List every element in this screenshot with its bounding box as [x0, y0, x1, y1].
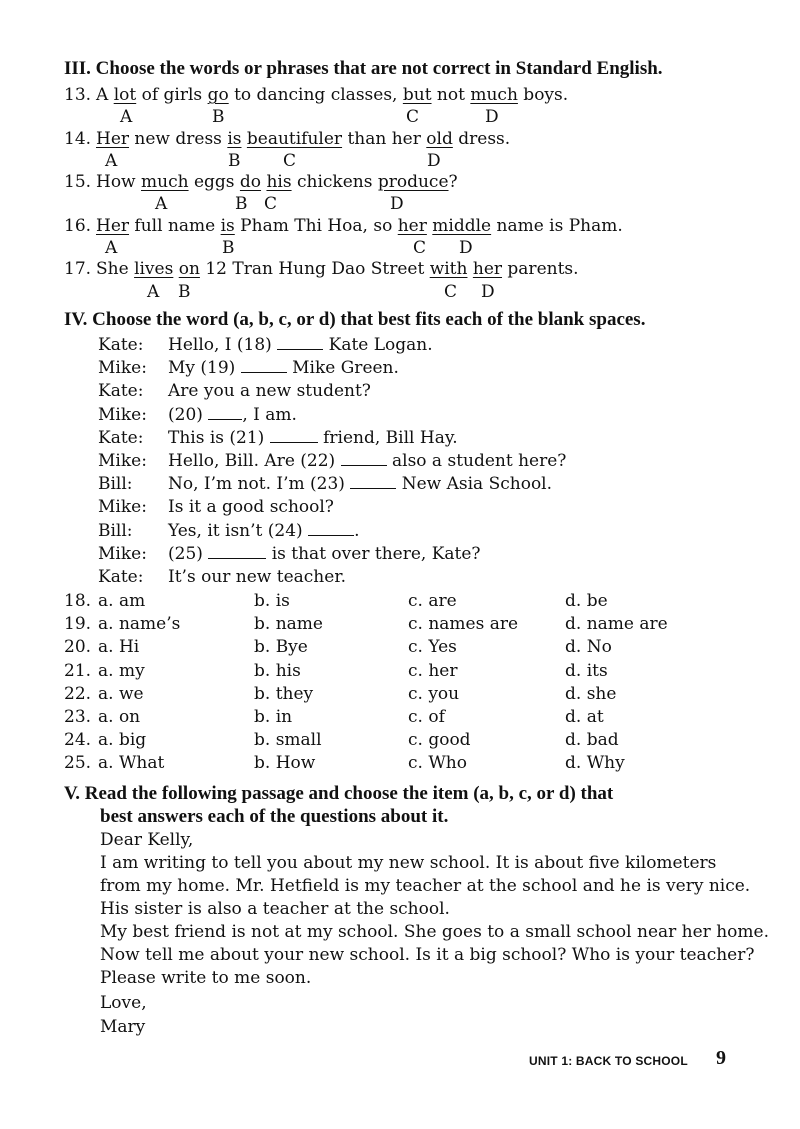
option-a: a. we: [98, 684, 144, 704]
option-b: b. Bye: [254, 637, 308, 657]
dialogue-text: Are you a new student?: [168, 381, 371, 401]
dialogue-line: [168, 358, 399, 378]
option-c: c. good: [408, 730, 471, 750]
option-d: d. No: [565, 637, 612, 657]
option-number: 22.: [64, 684, 92, 704]
speaker-label: Bill:: [98, 474, 133, 494]
option-c: c. names are: [408, 614, 519, 634]
speaker-label: Kate:: [98, 335, 144, 355]
option-number: 25.: [64, 753, 92, 773]
question-number: 17.: [64, 259, 92, 279]
section-5-heading-line2: best answers each of the questions about it.: [100, 806, 449, 827]
speaker-label: Kate:: [98, 428, 144, 448]
dialogue-text: This is (21): [168, 428, 270, 448]
underlined-word: much: [141, 172, 189, 192]
blank-space: [208, 419, 242, 420]
dialogue-line: [168, 544, 481, 564]
question-number: 13.: [64, 85, 92, 105]
answer-letter: D: [390, 194, 404, 214]
option-number: 23.: [64, 707, 92, 727]
dialogue-line: [168, 497, 334, 517]
dialogue-text: Kate Logan.: [323, 335, 433, 355]
option-c: c. you: [408, 684, 460, 704]
dialogue-text: (25): [168, 544, 209, 564]
sentence-text: How: [96, 172, 142, 192]
answer-letter: D: [459, 238, 473, 258]
underlined-word: her: [472, 259, 503, 279]
speaker-label: Mike:: [98, 405, 147, 425]
dialogue-text: .: [354, 521, 360, 541]
question-number: 14.: [64, 129, 92, 149]
answer-letter: D: [427, 151, 441, 171]
page-number: 9: [716, 1047, 726, 1069]
dialogue-line: [168, 381, 371, 401]
dialogue-text: friend, Bill Hay.: [317, 428, 458, 448]
option-d: d. she: [565, 684, 617, 704]
answer-letter: A: [155, 194, 168, 214]
error-sentence: [96, 85, 568, 105]
option-a: a. my: [98, 661, 145, 681]
answer-letter: A: [120, 107, 133, 127]
sentence-text: boys.: [517, 85, 569, 105]
option-b: b. his: [254, 661, 301, 681]
option-d: d. at: [565, 707, 604, 727]
option-d: d. its: [565, 661, 608, 681]
underlined-word: old: [426, 129, 453, 149]
sentence-text: name is Pham.: [491, 216, 623, 236]
footer-unit-title: UNIT 1: BACK TO SCHOOL: [529, 1054, 688, 1068]
sentence-text: Pham Thi Hoa, so: [234, 216, 398, 236]
sentence-text: to dancing classes,: [228, 85, 403, 105]
dialogue-line: [168, 405, 297, 425]
sentence-text: than her: [342, 129, 427, 149]
answer-letter: B: [228, 151, 241, 171]
option-b: b. name: [254, 614, 323, 634]
question-number: 15.: [64, 172, 92, 192]
option-c: c. Who: [408, 753, 467, 773]
answer-letter: C: [406, 107, 420, 127]
speaker-label: Mike:: [98, 544, 147, 564]
dialogue-text: (20): [168, 405, 209, 425]
letter-line: Dear Kelly,: [100, 830, 194, 850]
dialogue-text: also a student here?: [386, 451, 567, 471]
option-b: b. small: [254, 730, 322, 750]
letter-line: Please write to me soon.: [100, 968, 312, 988]
answer-letter: B: [222, 238, 235, 258]
error-sentence: [96, 259, 579, 279]
letter-line: from my home. Mr. Hetfield is my teacher at the school and he is very nice.: [100, 876, 751, 896]
option-number: 18.: [64, 591, 92, 611]
answer-letter: A: [147, 282, 160, 302]
option-d: d. name are: [565, 614, 668, 634]
sentence-text: A: [96, 85, 114, 105]
sentence-text: full name: [129, 216, 221, 236]
sentence-text: parents.: [502, 259, 579, 279]
option-a: a. name’s: [98, 614, 181, 634]
underlined-word: produce: [377, 172, 449, 192]
option-d: d. Why: [565, 753, 625, 773]
option-c: c. of: [408, 707, 445, 727]
blank-space: [270, 442, 318, 443]
speaker-label: Kate:: [98, 381, 144, 401]
letter-line: My best friend is not at my school. She goes to a small school near her home.: [100, 922, 769, 942]
error-sentence: [96, 172, 458, 192]
blank-space: [241, 372, 287, 373]
speaker-label: Mike:: [98, 358, 147, 378]
letter-line: His sister is also a teacher at the school.: [100, 899, 450, 919]
letter-line: Now tell me about your new school. Is it a big school? Who is your teacher?: [100, 945, 755, 965]
underlined-word: Her: [96, 129, 130, 149]
underlined-word: but: [402, 85, 432, 105]
question-number: 16.: [64, 216, 92, 236]
dialogue-text: Hello, I (18): [168, 335, 278, 355]
speaker-label: Mike:: [98, 451, 147, 471]
dialogue-text: is that over there, Kate?: [266, 544, 481, 564]
option-b: b. is: [254, 591, 290, 611]
blank-space: [277, 349, 323, 350]
dialogue-line: [168, 567, 346, 587]
dialogue-text: , I am.: [242, 405, 297, 425]
dialogue-line: [168, 335, 433, 355]
underlined-word: Her: [96, 216, 130, 236]
dialogue-text: It’s our new teacher.: [168, 567, 346, 587]
dialogue-line: [168, 428, 458, 448]
blank-space: [208, 558, 266, 559]
option-d: d. bad: [565, 730, 619, 750]
option-c: c. her: [408, 661, 458, 681]
underlined-word: middle: [432, 216, 492, 236]
answer-letter: C: [444, 282, 458, 302]
underlined-word: beautifuler: [246, 129, 343, 149]
sentence-text: She: [96, 259, 135, 279]
answer-letter: C: [413, 238, 427, 258]
underlined-word: his: [266, 172, 292, 192]
dialogue-text: Hello, Bill. Are (22): [168, 451, 341, 471]
speaker-label: Kate:: [98, 567, 144, 587]
sentence-text: not: [431, 85, 471, 105]
letter-line: I am writing to tell you about my new school. It is about five kilometers: [100, 853, 717, 873]
sentence-text: of girls: [136, 85, 208, 105]
blank-space: [341, 465, 387, 466]
dialogue-text: Yes, it isn’t (24): [168, 521, 309, 541]
answer-letter: B: [178, 282, 191, 302]
option-a: a. Hi: [98, 637, 140, 657]
speaker-label: Mike:: [98, 497, 147, 517]
option-a: a. am: [98, 591, 146, 611]
dialogue-text: No, I’m not. I’m (23): [168, 474, 351, 494]
section-3-heading: III. Choose the words or phrases that are not correct in Standard English.: [64, 58, 663, 79]
option-d: d. be: [565, 591, 608, 611]
letter-line: Love,: [100, 993, 147, 1013]
answer-letter: C: [264, 194, 278, 214]
option-a: a. What: [98, 753, 165, 773]
answer-letter: A: [105, 238, 118, 258]
dialogue-text: New Asia School.: [396, 474, 553, 494]
answer-letter: A: [105, 151, 118, 171]
sentence-text: ?: [448, 172, 458, 192]
underlined-word: do: [239, 172, 262, 192]
underlined-word: go: [207, 85, 229, 105]
underlined-word: is: [227, 129, 242, 149]
sentence-text: 12 Tran Hung Dao Street: [199, 259, 430, 279]
error-sentence: [96, 129, 510, 149]
dialogue-line: [168, 451, 566, 471]
answer-letter: B: [235, 194, 248, 214]
option-a: a. on: [98, 707, 141, 727]
answer-letter: C: [283, 151, 297, 171]
sentence-text: dress.: [452, 129, 511, 149]
underlined-word: her: [397, 216, 427, 236]
option-b: b. they: [254, 684, 314, 704]
dialogue-line: [168, 474, 552, 494]
answer-letter: B: [212, 107, 225, 127]
underlined-word: with: [429, 259, 468, 279]
speaker-label: Bill:: [98, 521, 133, 541]
option-c: c. Yes: [408, 637, 457, 657]
dialogue-text: My (19): [168, 358, 241, 378]
dialogue-line: [168, 521, 359, 541]
answer-letter: D: [485, 107, 499, 127]
underlined-word: much: [470, 85, 518, 105]
underlined-word: on: [178, 259, 200, 279]
answer-letter: D: [481, 282, 495, 302]
blank-space: [350, 488, 396, 489]
dialogue-text: Is it a good school?: [168, 497, 334, 517]
option-number: 19.: [64, 614, 92, 634]
dialogue-text: Mike Green.: [286, 358, 399, 378]
section-4-heading: IV. Choose the word (a, b, c, or d) that best fits each of the blank spaces.: [64, 309, 646, 330]
sentence-text: new dress: [129, 129, 228, 149]
section-5-heading-line1: V. Read the following passage and choose the item (a, b, c, or d) that: [64, 783, 614, 804]
option-number: 24.: [64, 730, 92, 750]
underlined-word: is: [220, 216, 235, 236]
sentence-text: chickens: [291, 172, 378, 192]
option-a: a. big: [98, 730, 147, 750]
error-sentence: [96, 216, 623, 236]
underlined-word: lot: [113, 85, 137, 105]
underlined-word: lives: [134, 259, 174, 279]
option-number: 20.: [64, 637, 92, 657]
letter-line: Mary: [100, 1017, 146, 1037]
sentence-text: eggs: [188, 172, 240, 192]
option-b: b. in: [254, 707, 293, 727]
option-number: 21.: [64, 661, 92, 681]
option-c: c. are: [408, 591, 457, 611]
blank-space: [308, 535, 354, 536]
option-b: b. How: [254, 753, 316, 773]
